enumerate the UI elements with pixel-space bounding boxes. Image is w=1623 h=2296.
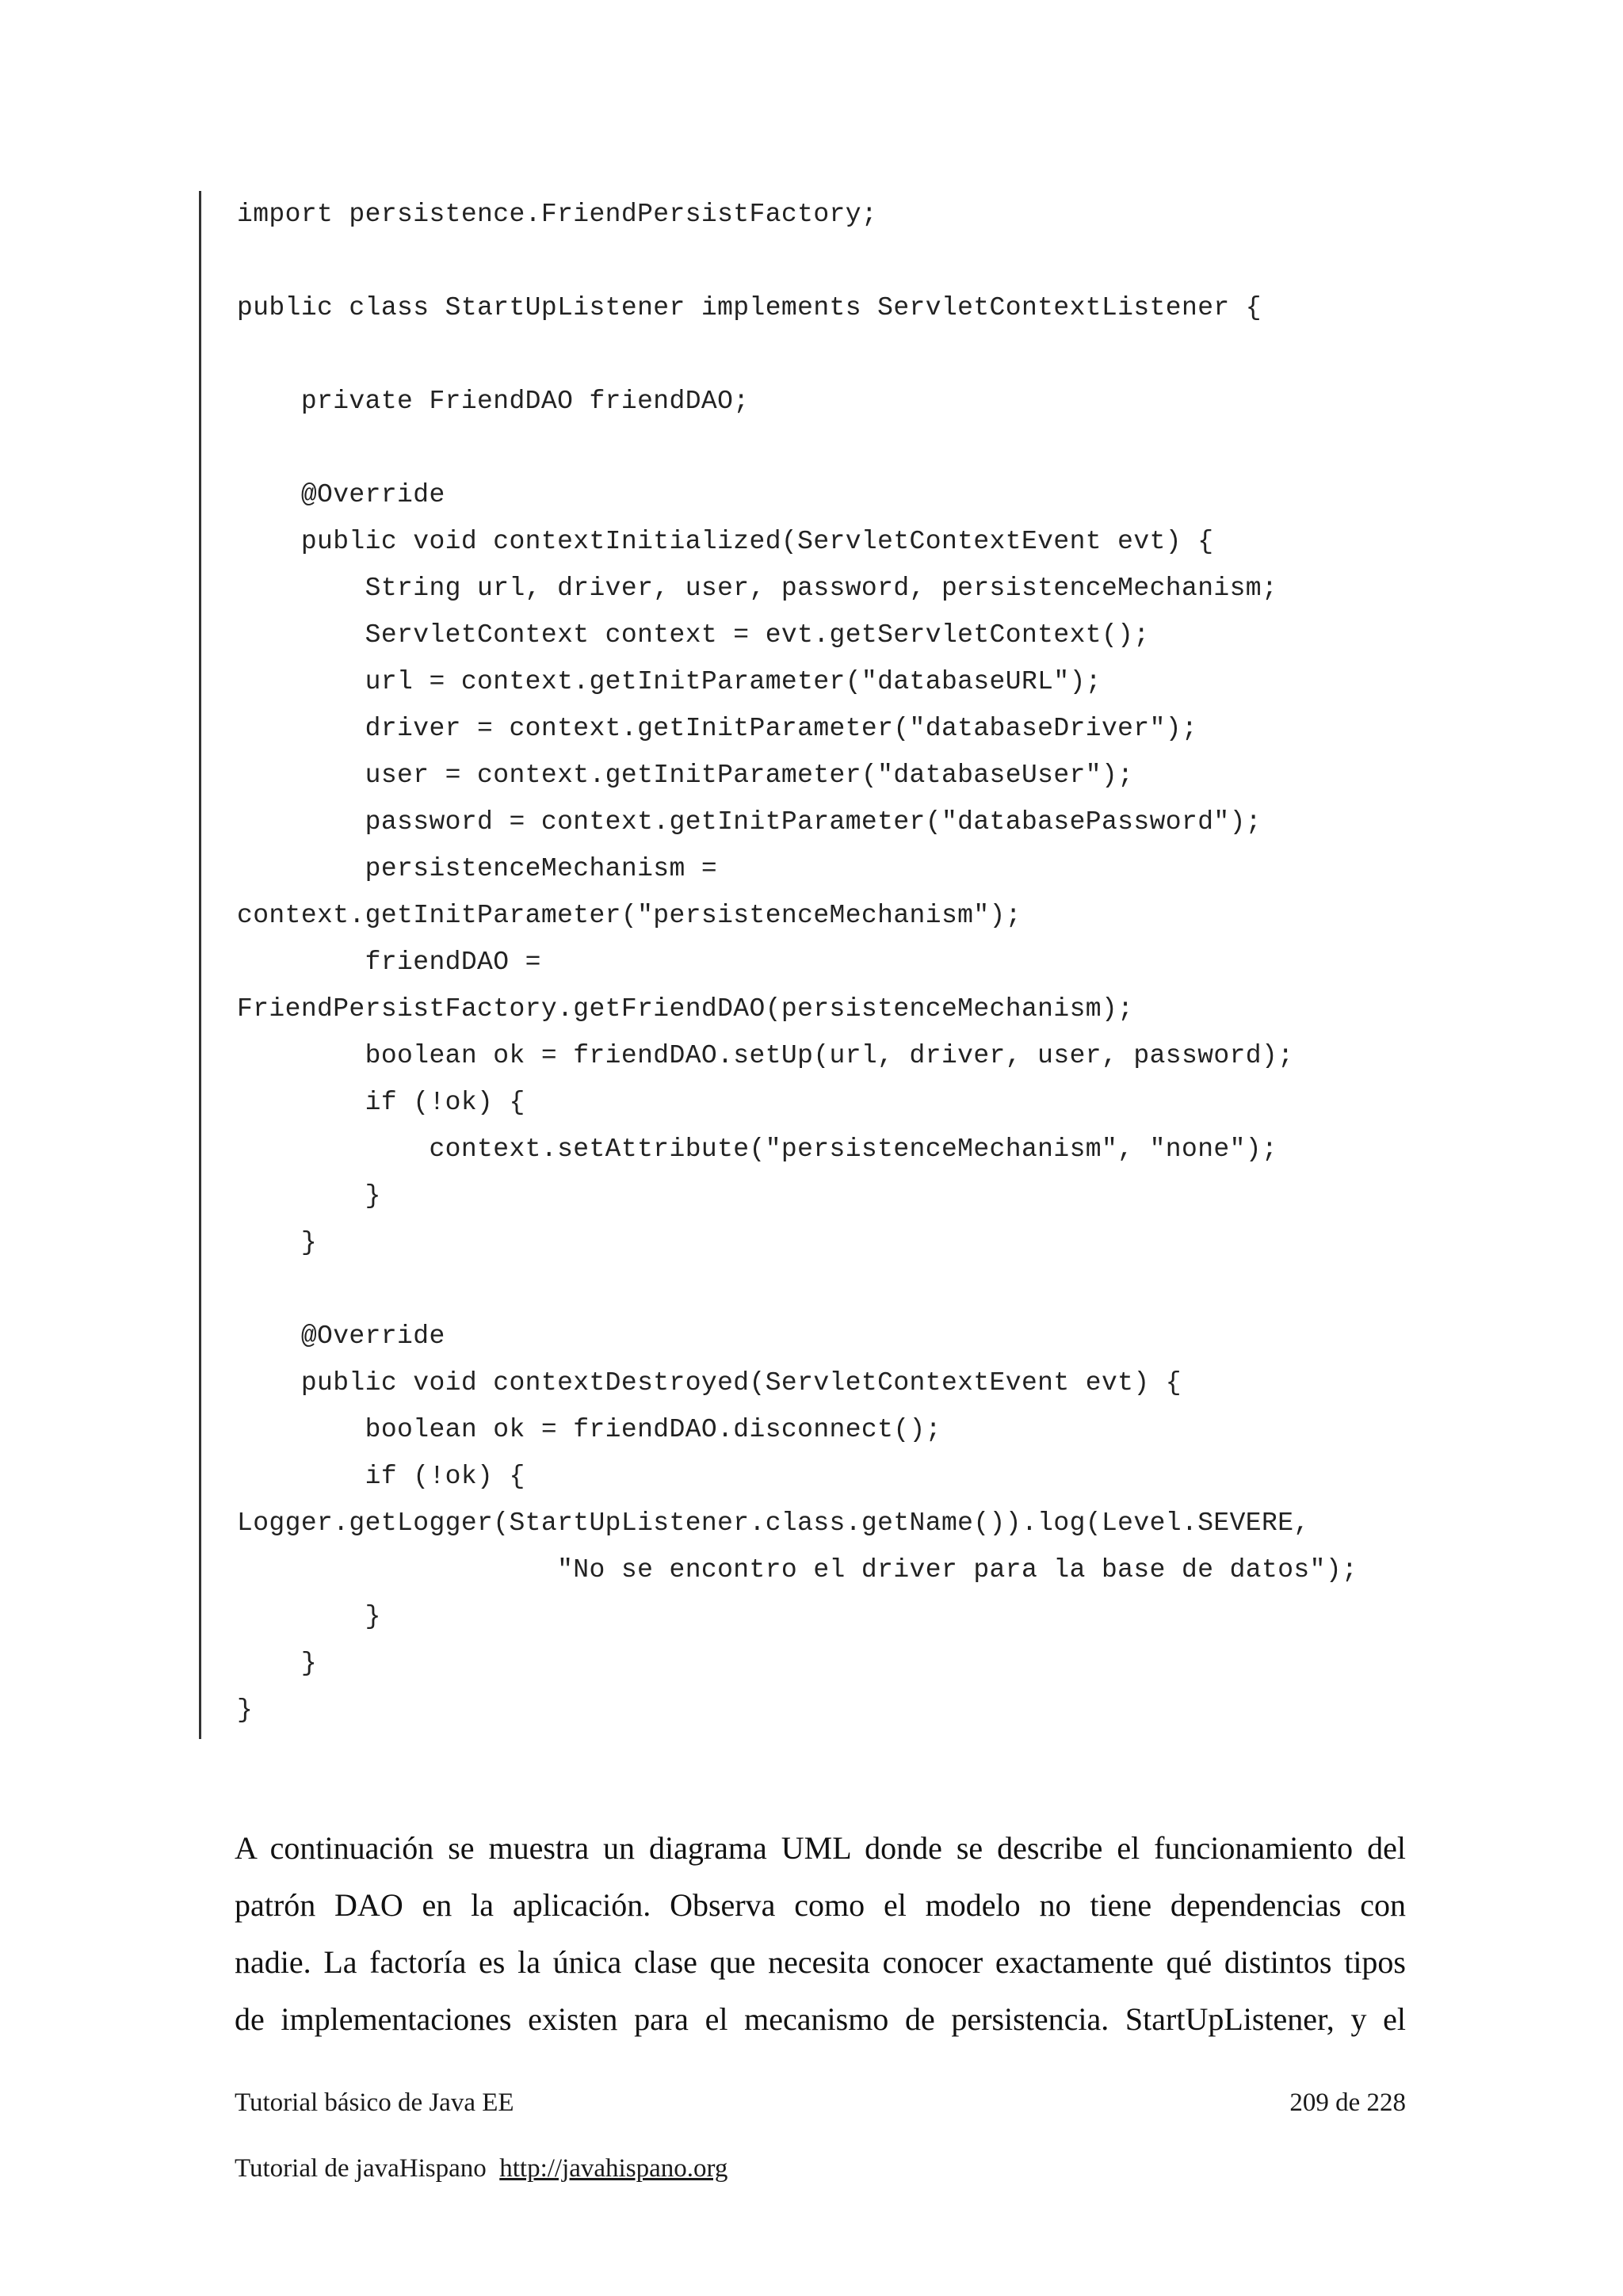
code-line: user = context.getInitParameter("databaseUser"); (237, 761, 1134, 790)
code-line (237, 331, 1358, 378)
code-line: import persistence.FriendPersistFactory; (237, 200, 878, 229)
code-line (237, 425, 1358, 471)
code-line: if (!ok) { (237, 1088, 525, 1117)
code-line (237, 1266, 1358, 1313)
code-line: public void contextInitialized(ServletContextEvent evt) { (237, 527, 1214, 556)
code-line: public class StartUpListener implements ServletContextListener { (237, 293, 1262, 322)
code-line: if (!ok) { (237, 1462, 525, 1491)
footer-title: Tutorial básico de Java EE (235, 2088, 514, 2117)
code-line: password = context.getInitParameter("databasePassword"); (237, 807, 1262, 837)
code-line: Logger.getLogger(StartUpListener.class.getName()).log(Level.SEVERE, (237, 1508, 1310, 1538)
code-line: public void contextDestroyed(ServletContextEvent evt) { (237, 1368, 1182, 1398)
code-line: boolean ok = friendDAO.setUp(url, driver, user, password); (237, 1041, 1294, 1070)
code-line: context.getInitParameter("persistenceMechanism"); (237, 901, 1022, 930)
page-footer (235, 2088, 1406, 2123)
code-line: url = context.getInitParameter("databaseURL"); (237, 667, 1102, 696)
code-line: @Override (237, 1322, 445, 1351)
source-footer (235, 2154, 1406, 2189)
code-line: ServletContext context = evt.getServletContext(); (237, 620, 1150, 650)
code-line: persistenceMechanism = (237, 854, 718, 883)
code-line: } (237, 1602, 381, 1631)
code-line: @Override (237, 480, 445, 509)
footer-source-label: Tutorial de javaHispano (235, 2154, 487, 2183)
code-line: } (237, 1228, 318, 1257)
paragraph-line: nadie. La factoría es la única clase que necesita conocer exactamente qué distintos tipos (235, 1944, 1406, 1980)
code-line: } (237, 1181, 381, 1211)
paragraph-line: patrón DAO en la aplicación. Observa como el modelo no tiene dependencias con (235, 1887, 1406, 1923)
code-line: String url, driver, user, password, persistenceMechanism; (237, 574, 1278, 603)
footer-source-link[interactable]: http://javahispano.org (499, 2154, 728, 2183)
code-line: private FriendDAO friendDAO; (237, 387, 750, 416)
code-line: driver = context.getInitParameter("databaseDriver"); (237, 714, 1198, 743)
code-text (237, 191, 1358, 1733)
code-line: FriendPersistFactory.getFriendDAO(persistenceMechanism); (237, 994, 1134, 1024)
code-listing (199, 191, 1438, 1739)
code-line: } (237, 1695, 254, 1725)
body-paragraph (235, 1820, 1406, 2048)
code-line: "No se encontro el driver para la base de datos"); (237, 1555, 1358, 1585)
code-line: context.setAttribute("persistenceMechanism", "none"); (237, 1135, 1278, 1164)
page-number: 209 de 228 (1289, 2088, 1406, 2117)
paragraph-line: A continuación se muestra un diagrama UML donde se describe el funcionamiento del (235, 1830, 1406, 1866)
footer-source (235, 2154, 727, 2183)
code-line: } (237, 1649, 318, 1678)
paragraph-line: de implementaciones existen para el mecanismo de persistencia. StartUpListener, y el (235, 2001, 1406, 2037)
code-line (237, 238, 1358, 284)
code-line: friendDAO = (237, 948, 541, 977)
code-line: boolean ok = friendDAO.disconnect(); (237, 1415, 941, 1444)
